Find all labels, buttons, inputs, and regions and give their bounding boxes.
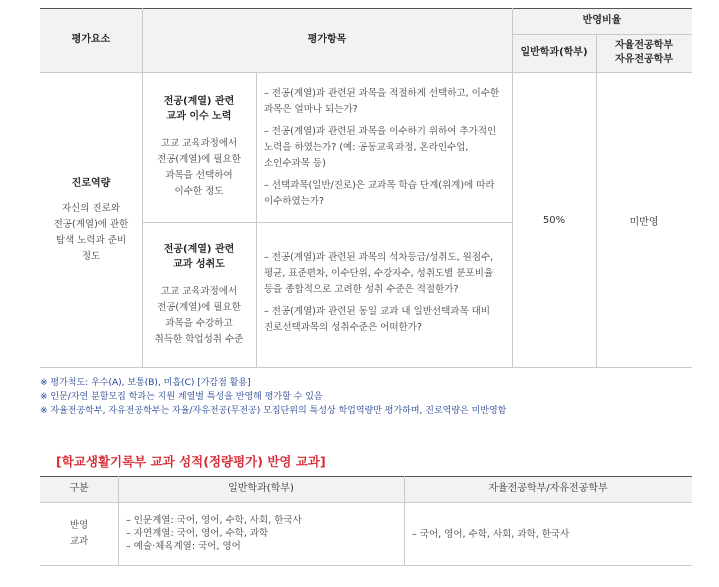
bottom-header-general: 일반학과(학부) bbox=[228, 483, 294, 494]
criteria-item-line: – 선택과목(일반/진로)은 교과목 학습 단계(위계)에 따라 bbox=[264, 180, 495, 191]
divider bbox=[256, 72, 257, 368]
criteria-1-desc: 이수한 정도 bbox=[174, 186, 224, 197]
header-free-line2: 자유전공학부 bbox=[615, 54, 673, 65]
subject-line: – 인문계열: 국어, 영어, 수학, 사회, 한국사 bbox=[126, 515, 302, 526]
criteria-2-title: 교과 성취도 bbox=[173, 259, 225, 270]
note-line: ※ 자율전공학부, 자유전공학부는 자율/자유전공(무전공) 모집단위의 특성상 학업역량만 평가하며, 진로역량은 미반영함 bbox=[40, 406, 507, 416]
table-top-border bbox=[40, 8, 692, 9]
subject-line: – 예술·체육계열: 국어, 영어 bbox=[126, 541, 241, 552]
criteria-2-desc: 취득한 학업성취 수준 bbox=[154, 334, 244, 345]
subject-line: – 국어, 영어, 수학, 사회, 과학, 한국사 bbox=[412, 528, 570, 540]
criteria-item-line: – 전공(계열)과 관련된 과목의 석차등급/성취도, 원점수, bbox=[264, 252, 494, 263]
factor-desc-line: 탐색 노력과 준비 bbox=[55, 234, 127, 246]
free-subjects bbox=[412, 502, 688, 566]
factor-desc-line: 전공(계열)에 관한 bbox=[53, 218, 129, 230]
criteria-item bbox=[264, 86, 508, 118]
divider bbox=[596, 34, 597, 368]
criteria-item-line: 평균, 표준편차, 이수단위, 수강자수, 성취도별 분포비율 bbox=[264, 268, 494, 279]
row-label-line: 반영 bbox=[69, 520, 89, 531]
divider bbox=[512, 8, 513, 368]
factor-title: 진로역량 bbox=[71, 177, 111, 189]
criteria-1-title: 교과 이수 노력 bbox=[166, 111, 232, 122]
criteria-item-line: 진로선택과목의 성취수준은 어떠한가? bbox=[264, 322, 422, 333]
row-label-line: 교과 bbox=[69, 536, 89, 547]
criteria-2-items bbox=[264, 250, 508, 336]
criteria-2-desc: 고교 교육과정에서 bbox=[160, 286, 238, 297]
bottom-header-free: 자율전공학부/자유전공학부 bbox=[488, 483, 608, 494]
criteria-1-items bbox=[264, 86, 508, 210]
criteria-cell-1 bbox=[142, 72, 256, 222]
criteria-item-line: – 전공(계열)과 관련된 동일 교과 내 일반선택과목 대비 bbox=[264, 306, 491, 317]
divider bbox=[142, 222, 512, 223]
criteria-item-line: 이수하였는가? bbox=[264, 196, 325, 207]
factor-desc-line: 정도 bbox=[81, 250, 101, 262]
ratio-free-value: 미반영 bbox=[629, 216, 659, 228]
criteria-item-line: – 전공(계열)과 관련된 과목을 적절하게 선택하고, 이수한 bbox=[264, 88, 500, 99]
divider bbox=[118, 476, 119, 566]
divider bbox=[142, 8, 143, 368]
ratio-general-value: 50% bbox=[542, 214, 566, 226]
criteria-2-desc: 전공(계열)에 필요한 bbox=[157, 302, 241, 313]
header-free bbox=[596, 34, 692, 72]
criteria-item-line: – 전공(계열)과 관련된 과목을 이수하기 위하여 추가적인 bbox=[264, 126, 497, 137]
factor-desc-line: 자신의 진로와 bbox=[61, 202, 121, 214]
divider bbox=[40, 72, 692, 73]
criteria-item bbox=[264, 250, 508, 298]
divider bbox=[404, 476, 405, 566]
criteria-1-desc: 전공(계열)에 필요한 bbox=[157, 154, 241, 165]
header-factor: 평가요소 bbox=[71, 34, 111, 45]
header-general: 일반학과(학부) bbox=[520, 47, 588, 58]
note-line: ※ 인문/자연 분할모집 학과는 지원 계열별 특성을 반영해 평가할 수 있음 bbox=[40, 392, 323, 402]
section-title: [학교생활기록부 교과 성적(정량평가) 반영 교과] bbox=[56, 454, 326, 469]
criteria-item-line: 소인수과목 등) bbox=[264, 158, 326, 169]
divider bbox=[40, 502, 692, 503]
criteria-1-title: 전공(계열) 관련 bbox=[163, 96, 235, 107]
subjects-table bbox=[40, 476, 692, 566]
criteria-item-line: 등을 종합적으로 고려한 성취 수준은 적절한가? bbox=[264, 284, 459, 295]
row-label bbox=[40, 502, 118, 566]
criteria-cell-2 bbox=[142, 222, 256, 368]
criteria-item bbox=[264, 178, 508, 210]
table-bottom-border bbox=[40, 367, 692, 368]
notes bbox=[40, 376, 700, 418]
subject-line: – 자연계열: 국어, 영어, 수학, 과학 bbox=[126, 528, 269, 539]
criteria-1-desc: 과목을 선택하여 bbox=[165, 170, 233, 181]
general-subjects bbox=[126, 514, 396, 553]
bottom-header-category: 구분 bbox=[69, 483, 89, 494]
criteria-item-line: 노력을 하였는가? (예: 공동교육과정, 온라인수업, bbox=[264, 142, 469, 153]
criteria-item-line: 과목은 얼마나 되는가? bbox=[264, 104, 358, 115]
criteria-2-title: 전공(계열) 관련 bbox=[163, 244, 235, 255]
bottom-table-bottom-border bbox=[40, 565, 692, 566]
criteria-item bbox=[264, 124, 508, 172]
criteria-1-desc: 고교 교육과정에서 bbox=[160, 138, 238, 149]
criteria-item bbox=[264, 304, 508, 336]
factor-cell bbox=[40, 72, 142, 368]
divider bbox=[512, 34, 692, 35]
header-ratio: 반영비율 bbox=[582, 15, 622, 26]
evaluation-table bbox=[40, 8, 692, 368]
bottom-table-top-border bbox=[40, 476, 692, 477]
header-free-line1: 자율전공학부 bbox=[615, 40, 673, 51]
criteria-2-desc: 과목을 수강하고 bbox=[165, 318, 233, 329]
header-item: 평가항목 bbox=[307, 34, 347, 45]
note-line: ※ 평가척도: 우수(A), 보통(B), 미흡(C) [가감점 활용] bbox=[40, 378, 251, 388]
